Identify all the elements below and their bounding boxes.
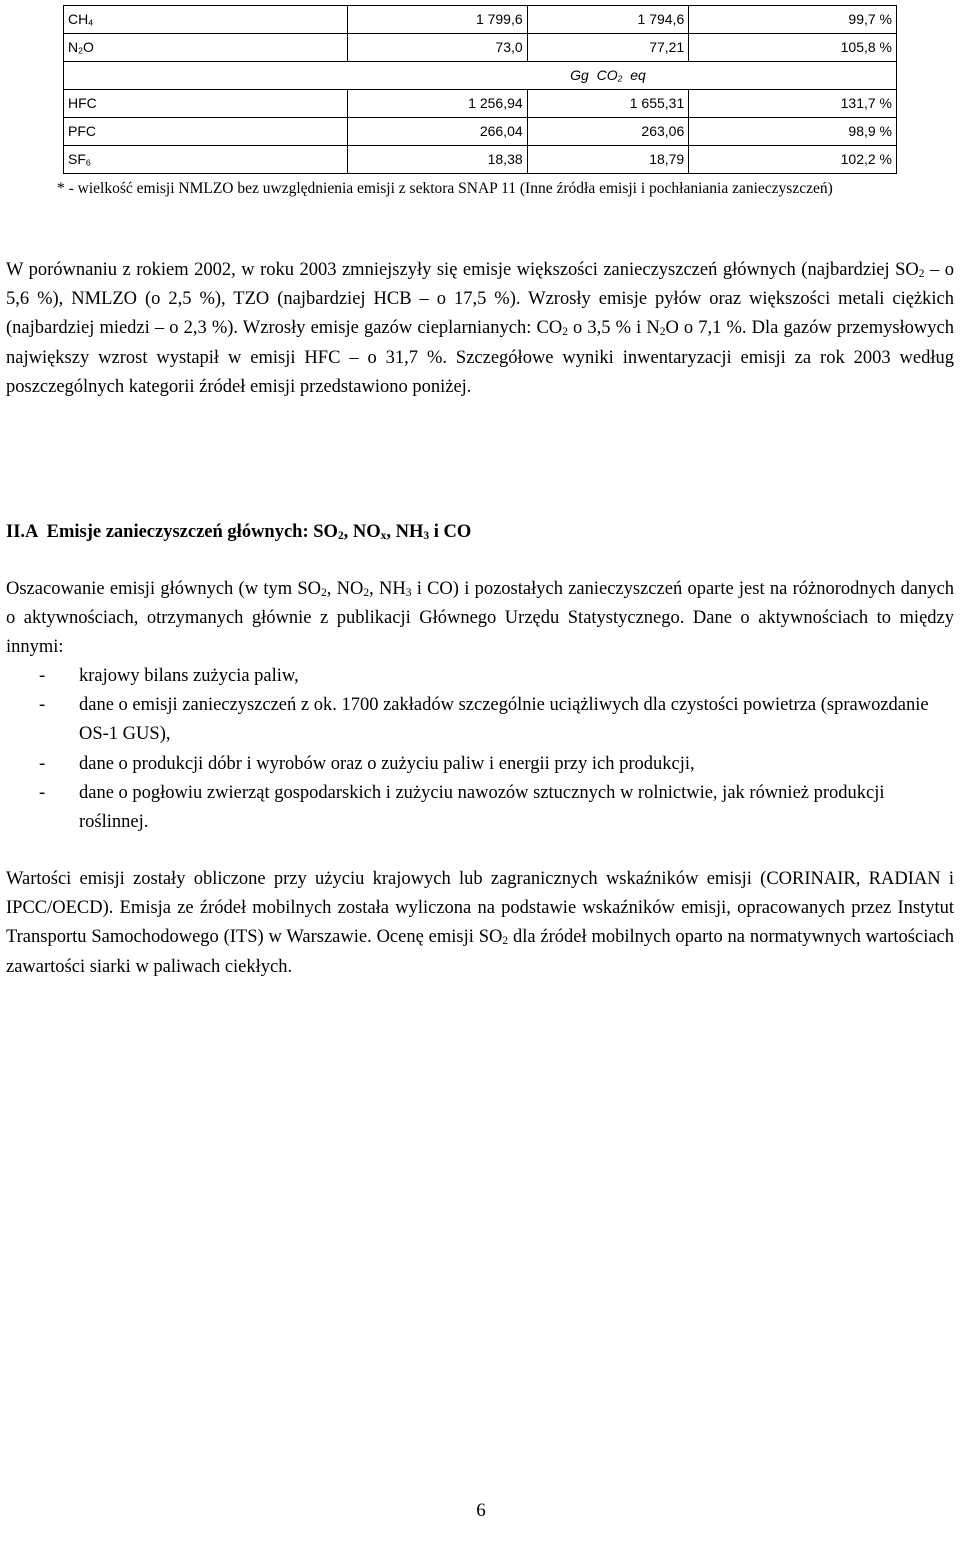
unit-row — [64, 62, 897, 90]
table-row — [64, 146, 897, 174]
gas-name-cell: N2O — [64, 34, 348, 62]
value-cell: 1 799,6 — [348, 6, 528, 34]
table-row — [64, 6, 897, 34]
unit-label: Gg CO2 eq — [527, 62, 689, 90]
percent-cell: 102,2 % — [689, 146, 897, 174]
percent-cell: 131,7 % — [689, 90, 897, 118]
list-item: - dane o pogłowiu zwierząt gospodarskich i zużyciu nawozów sztucznych w rolnictwie, jak również produkcji roślinnej. — [39, 782, 885, 833]
gas-name-cell: HFC — [64, 90, 348, 118]
value-cell: 18,79 — [527, 146, 689, 174]
gas-name-cell: SF6 — [64, 146, 348, 174]
summary-paragraph: W porównaniu z rokiem 2002, w roku 2003 zmniejszyły się emisje większości zanieczyszczeń głównych (najbardziej $SO_2$ – o 5,6 %), NMLZO (o 2,5 %), TZO (najbardziej HCB – o 17,5 %). Wzrosły emisje pyłów oraz większości metali ciężkich (najbardziej miedzi – o 2,3 %). Wzrosły emisje gazów cieplarnianych: $CO_2$ o 3,5 % i $N_2O$ o 7,1 %. Dla gazów przemysłowych największy wzrost wystapił w emisji HFC – o 31,7 %. Szczegółowe wyniki inwentaryzacji emisji za rok 2003 według poszczególnych kategorii źródeł emisji przedstawiono poniżej. — [6, 260, 955, 397]
table-footnote: * - wielkość emisji NMLZO bez uwzględnienia emisji z sektora SNAP 11 (Inne źródła emisji i pochłaniania zanieczyszczeń) — [57, 180, 833, 197]
empty-cell — [64, 62, 348, 90]
empty-cell — [348, 62, 528, 90]
percent-cell: 99,7 % — [689, 6, 897, 34]
activity-data-list — [6, 662, 954, 837]
methodology-paragraph: Oszacowanie emisji głównych (w tym $SO_2$, $NO_2$, $NH_3$ i CO) i pozostałych zanieczyszczeń oparte jest na różnorodnych danych o aktywnościach, otrzymanych głównie z publikacji Głównego Urzędu Statystycznego. Dane o aktywnościach to między innymi: — [6, 579, 954, 658]
emissions-table — [63, 5, 897, 174]
table-row — [64, 90, 897, 118]
value-cell: 73,0 — [348, 34, 528, 62]
value-cell: 263,06 — [527, 118, 689, 146]
value-cell: 1 256,94 — [348, 90, 528, 118]
percent-cell: 105,8 % — [689, 34, 897, 62]
value-cell: 77,21 — [527, 34, 689, 62]
value-cell: 18,38 — [348, 146, 528, 174]
list-item: - dane o emisji zanieczyszczeń z ok. 1700 zakładów szczególnie uciążliwych dla czystości powietrza (sprawozdanie OS-1 GUS), — [39, 695, 929, 745]
page-number: 6 — [476, 1500, 486, 1521]
gas-name-cell: PFC — [64, 118, 348, 146]
list-item: - dane o produkcji dóbr i wyrobów oraz o zużyciu paliw i energii przy ich produkcji, — [39, 753, 695, 774]
emission-factors-paragraph: Wartości emisji zostały obliczone przy użyciu krajowych lub zagranicznych wskaźników emisji (CORINAIR, RADIAN i IPCC/OECD). Emisja ze źródeł mobilnych została wyliczona na podstawie wskaźników emisji, opracowanych przez Instytut Transportu Samochodowego (ITS) w Warszawie. Ocenę emisji $SO_2$ dla źródeł mobilnych oparto na normatywnych wartościach zawartości siarki w paliwach ciekłych. — [6, 869, 955, 977]
value-cell: 1 655,31 — [527, 90, 689, 118]
list-item: - krajowy bilans zużycia paliw, — [39, 666, 299, 686]
section-heading: II.A Emisje zanieczyszczeń głównych: $SO_2$, $NO_x$, $NH_3$ i CO — [6, 522, 472, 543]
table-row — [64, 34, 897, 62]
percent-cell: 98,9 % — [689, 118, 897, 146]
value-cell: 266,04 — [348, 118, 528, 146]
gas-name-cell: CH4 — [64, 6, 348, 34]
value-cell: 1 794,6 — [527, 6, 689, 34]
table-row — [64, 118, 897, 146]
empty-cell — [689, 62, 897, 90]
